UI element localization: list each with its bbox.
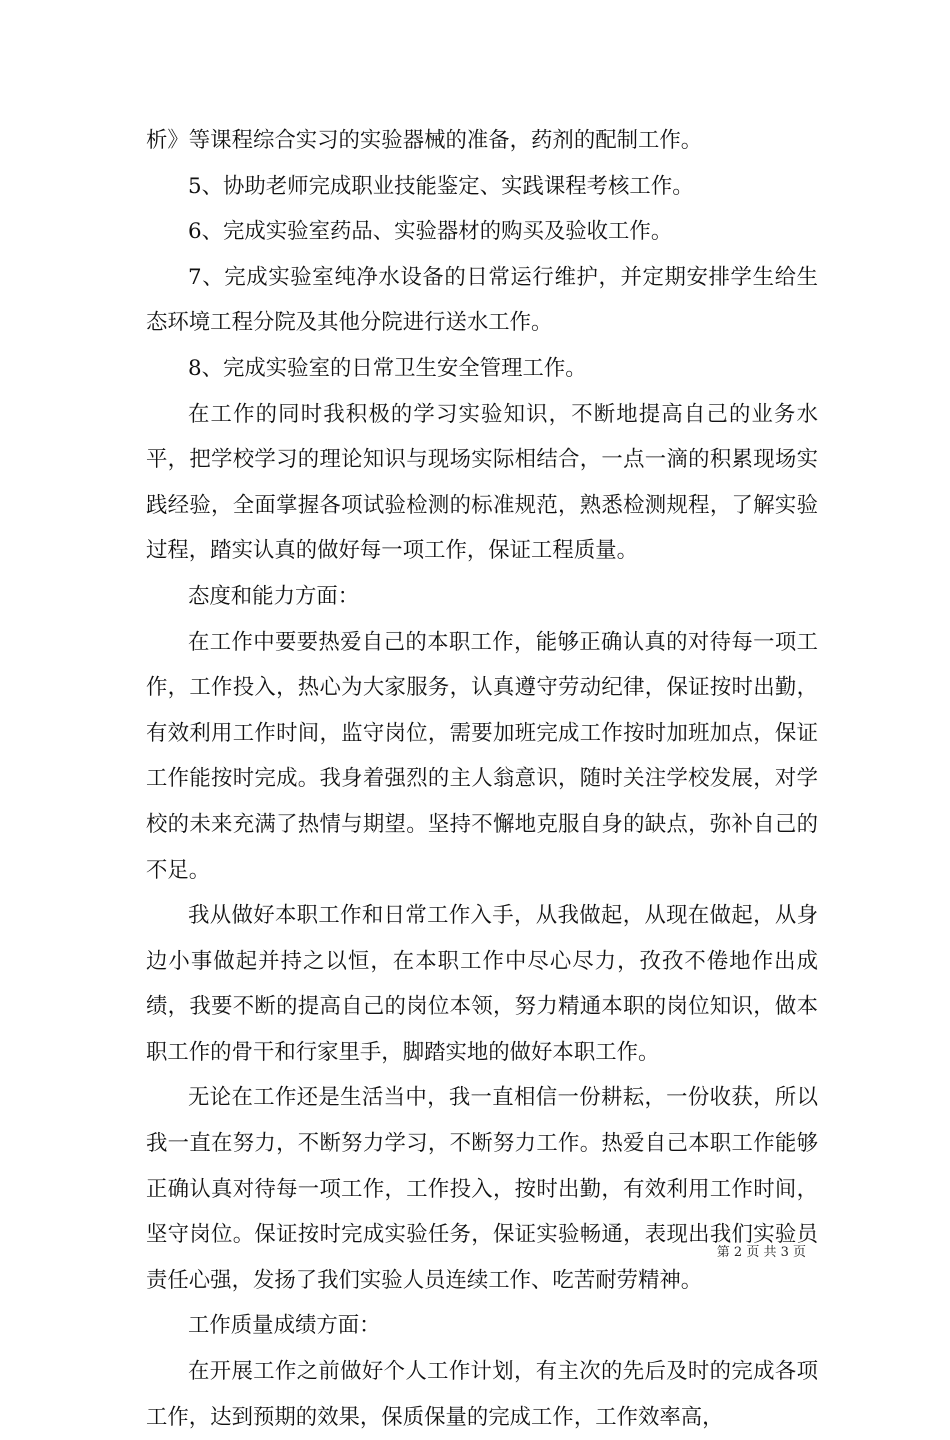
paragraph-item-5: 5、协助老师完成职业技能鉴定、实践课程考核工作。: [188, 173, 694, 199]
paragraph-item-7: 7、完成实验室纯净水设备的日常运行维护，并定期安排学生给生态环境工程分院及其他分院进行送水工作。: [146, 264, 818, 336]
paragraph-effort: 无论在工作还是生活当中，我一直相信一份耕耘，一份收获，所以我一直在努力，不断努力学习，不断努力工作。热爱自己本职工作能够正确认真对待每一项工作，工作投入，按时出勤，有效利用工作时间，坚守岗位。保证按时完成实验任务，保证实验畅通，表现出我们实验员责任心强，发扬了我们实验人员连续工作、吃苦耐劳精神。: [146, 1085, 818, 1293]
paragraph-daily-work: 我从做好本职工作和日常工作入手，从我做起，从现在做起，从身边小事做起并持之以恒，在本职工作中尽心尽力，孜孜不倦地作出成绩，我要不断的提高自己的岗位本领，努力精通本职的岗位知识，做本职工作的骨干和行家里手，脚踏实地的做好本职工作。: [146, 903, 818, 1065]
section-heading-attitude: 态度和能力方面：: [188, 583, 360, 609]
paragraph-item-8: 8、完成实验室的日常卫生安全管理工作。: [188, 355, 587, 381]
section-heading-quality: 工作质量成绩方面：: [188, 1313, 381, 1339]
paragraph-attitude: 在工作中要要热爱自己的本职工作，能够正确认真的对待每一项工作，工作投入，热心为大家服务，认真遵守劳动纪律，保证按时出勤，有效利用工作时间，监守岗位，需要加班完成工作按时加班加点，保证工作能按时完成。我身着强烈的主人翁意识，随时关注学校发展，对学校的未来充满了热情与期望。坚持不懈地克服自身的缺点，弥补自己的不足。: [146, 629, 818, 883]
document-body: [146, 118, 818, 1440]
page-number-footer: 第 2 页 共 3 页: [716, 1245, 806, 1260]
paragraph-continuation: 析》等课程综合实习的实验器械的准备，药剂的配制工作。: [146, 128, 703, 153]
paragraph-item-6: 6、完成实验室药品、实验器材的购买及验收工作。: [188, 219, 673, 245]
paragraph-learning: 在工作的同时我积极的学习实验知识，不断地提高自己的业务水平，把学校学习的理论知识与现场实际相结合，一点一滴的积累现场实践经验，全面掌握各项试验检测的标准规范，熟悉检测规程，了解实验过程，踏实认真的做好每一项工作，保证工程质量。: [146, 401, 818, 564]
paragraph-quality: 在开展工作之前做好个人工作计划，有主次的先后及时的完成各项工作，达到预期的效果，保质保量的完成工作，工作效率高，: [146, 1359, 818, 1430]
